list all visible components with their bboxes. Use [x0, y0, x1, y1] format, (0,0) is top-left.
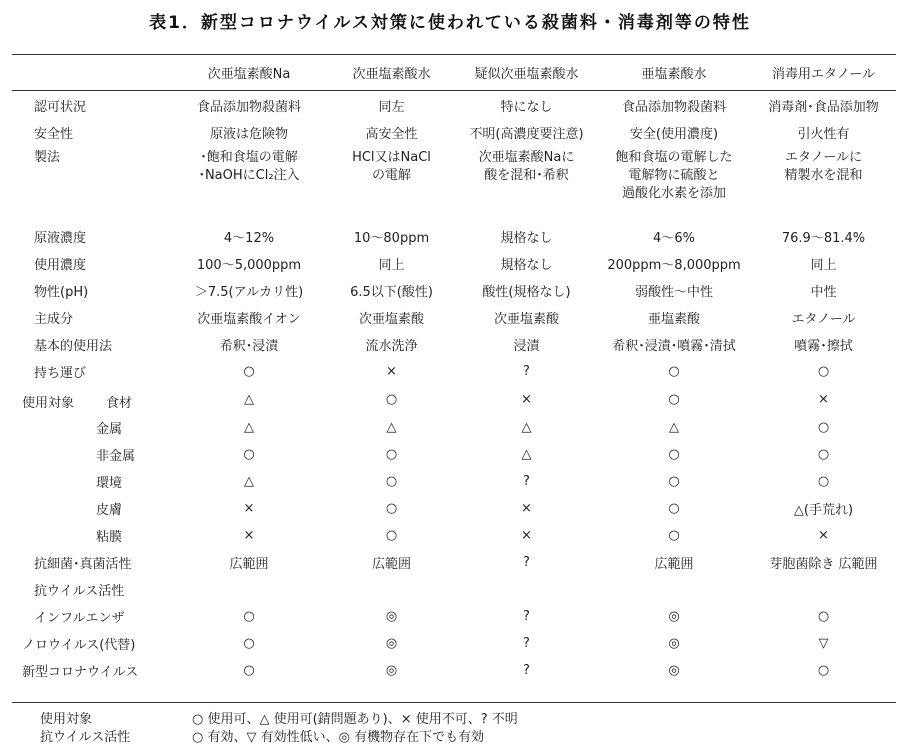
cell: 噴霧･擦拭 [794, 339, 853, 354]
row-label: 使用濃度 [34, 258, 87, 273]
column-header: 次亜塩素酸水 [352, 67, 431, 82]
cell: 不明(高濃度要注意) [469, 126, 584, 142]
cell: ○ [385, 501, 398, 516]
properties-table [14, 56, 898, 684]
row-ph [14, 277, 898, 304]
cell: 次亜塩素酸Naに 酸を混和･希釈 [478, 150, 575, 183]
row-manufacture [14, 143, 898, 223]
legend-row [40, 711, 518, 729]
cell: 広範囲 [654, 557, 694, 572]
cell: ○ [817, 420, 830, 435]
cell: ◎ [385, 609, 398, 624]
row-label: 抗ウイルス活性 [34, 584, 125, 599]
cell: 弱酸性～中性 [634, 285, 713, 300]
cell: 次亜塩素酸 [358, 312, 424, 327]
cell: × [818, 528, 829, 543]
cell: ○ [817, 364, 830, 379]
cell: ○ [385, 474, 398, 489]
cell: ○ [243, 364, 255, 379]
row-usage-mucosa [14, 522, 898, 549]
cell: 4～6% [653, 231, 695, 246]
cell: ○ [817, 663, 830, 678]
row-label: 食材 [106, 396, 133, 411]
cell: 次亜塩素酸 [493, 312, 559, 327]
row-influenza [14, 603, 898, 630]
cell: 引火性有 [797, 126, 850, 142]
cell: △ [244, 392, 254, 407]
cell: ○ [668, 392, 680, 407]
row-usage-food [14, 385, 898, 414]
row-antibacterial-activity [14, 549, 898, 576]
cell: ○ [817, 609, 830, 624]
top-rule [12, 54, 896, 55]
usage-group-label-cell [14, 385, 169, 414]
cell: 広範囲 [371, 557, 411, 572]
row-label: 基本的使用法 [34, 339, 113, 354]
column-header: 次亜塩素酸Na [207, 67, 291, 82]
cell: HCl又はNaCl の電解 [352, 150, 431, 183]
usage-group-label: 使用対象 [22, 396, 75, 411]
row-new-coronavirus [14, 657, 898, 684]
cell: 同上 [810, 258, 837, 273]
legend-key: 使用対象 [40, 712, 93, 727]
cell: 飽和食塩の電解した 電解物に硫酸と 過酸化水素を添加 [615, 150, 733, 201]
cell: 広範囲 [229, 557, 269, 572]
cell: 76.9～81.4% [781, 231, 866, 246]
row-approval [14, 89, 898, 121]
cell: △ [244, 474, 254, 489]
cell: ○ [668, 501, 680, 516]
legend [40, 711, 518, 747]
cell: × [818, 392, 829, 407]
cell: ○ [243, 609, 255, 624]
cell: 中性 [810, 285, 837, 300]
cell: ○ [385, 447, 398, 462]
row-label: 主成分 [34, 312, 74, 327]
cell: ○ [668, 447, 680, 462]
cell: 100～5,000ppm [196, 258, 302, 273]
header-blank [14, 56, 169, 89]
row-label: ノロウイルス(代替) [22, 638, 136, 653]
cell: ○ [243, 636, 255, 651]
row-usage-skin [14, 495, 898, 522]
cell: ○ [243, 447, 255, 462]
cell: △ [244, 420, 254, 435]
cell: ? [523, 474, 530, 489]
cell: エタノールに 精製水を混和 [784, 150, 863, 183]
cell: エタノール [791, 312, 856, 327]
cell: × [243, 501, 255, 516]
row-use-concentration [14, 250, 898, 277]
cell: △ [669, 420, 679, 435]
cell: 6.5以下(酸性) [350, 285, 433, 300]
cell: 原液は危険物 [209, 126, 288, 142]
cell: 規格なし [500, 258, 553, 273]
cell: ○ [817, 447, 830, 462]
row-label: インフルエンザ [34, 611, 125, 626]
cell: 安全(使用濃度) [629, 126, 719, 142]
cell: △ [521, 447, 532, 462]
cell: ◎ [385, 663, 398, 678]
cell: 希釈･浸漬 [219, 339, 279, 354]
cell: 特になし [500, 99, 553, 115]
cell: ○ [385, 528, 398, 543]
cell: ▽ [818, 636, 829, 651]
cell: ? [523, 609, 530, 624]
cell: ◎ [668, 663, 680, 678]
row-label: 新型コロナウイルス [22, 665, 139, 680]
row-label: 認可状況 [34, 99, 87, 115]
table-title: 表1．新型コロナウイルス対策に使われている殺菌料・消毒剤等の特性 [149, 13, 751, 33]
row-label: 安全性 [34, 126, 74, 142]
row-label: 原液濃度 [34, 231, 87, 246]
cell: △ [386, 420, 397, 435]
cell: ○ [668, 474, 680, 489]
row-usage-nonmetal [14, 441, 898, 468]
cell: 高安全性 [365, 126, 418, 142]
cell: 酸性(規格なし) [482, 285, 571, 300]
cell: 次亜塩素酸イオン [197, 312, 301, 327]
row-norovirus [14, 630, 898, 657]
cell: 4～12% [223, 231, 275, 246]
row-main-component [14, 304, 898, 331]
cell: ? [523, 555, 530, 570]
cell: ◎ [668, 609, 680, 624]
row-usage-environment [14, 468, 898, 495]
cell: ･飽和食塩の電解 ･NaOHにCl₂注入 [198, 150, 300, 183]
row-portability [14, 358, 898, 385]
cell: × [521, 392, 532, 407]
cell: △(手荒れ) [793, 503, 854, 518]
row-label: 物性(pH) [34, 285, 89, 300]
cell: 浸漬 [513, 339, 540, 354]
cell: 食品添加物殺菌料 [621, 99, 726, 115]
cell: × [243, 528, 255, 543]
cell: ＞7.5(アルカリ性) [194, 285, 304, 300]
row-label: 製法 [34, 150, 61, 165]
bottom-rule [12, 702, 896, 703]
cell: × [521, 501, 532, 516]
cell: ○ [668, 364, 680, 379]
cell: 同上 [378, 258, 405, 273]
legend-key: 抗ウイルス活性 [40, 730, 131, 745]
cell: ? [523, 663, 530, 678]
cell: × [386, 364, 397, 379]
legend-row [40, 729, 518, 747]
row-basic-usage [14, 331, 898, 358]
row-label: 環境 [96, 476, 123, 491]
cell: 芽胞菌除き 広範囲 [769, 557, 878, 572]
legend-text: ○ 有効、▽ 有効性低い、◎ 有機物存在下でも有効 [192, 730, 485, 745]
cell: × [521, 528, 532, 543]
cell: 200ppm～8,000ppm [607, 258, 741, 273]
cell: 消毒剤･食品添加物 [768, 99, 879, 115]
cell: ○ [385, 392, 398, 407]
cell: ? [523, 636, 530, 651]
legend-text: ○ 使用可、△ 使用可(錆問題あり)、× 使用不可、? 不明 [192, 712, 518, 727]
row-stock-concentration [14, 223, 898, 250]
row-label: 金属 [96, 422, 123, 437]
cell: 10～80ppm [353, 231, 430, 246]
header-row [14, 56, 898, 89]
cell: ◎ [668, 636, 680, 651]
cell: ? [523, 364, 530, 379]
row-label: 粘膜 [96, 530, 123, 545]
cell: 流水洗浄 [365, 339, 418, 354]
row-antiviral-header [14, 576, 898, 603]
cell: 亜塩素酸 [647, 312, 700, 327]
cell: ○ [817, 474, 830, 489]
column-header: 消毒用エタノール [772, 67, 875, 82]
row-safety [14, 121, 898, 143]
row-label: 持ち運び [34, 366, 87, 381]
cell: ◎ [385, 636, 398, 651]
cell: ○ [668, 528, 680, 543]
cell: △ [521, 420, 532, 435]
column-header: 疑似次亜塩素酸水 [474, 67, 579, 82]
cell: 希釈･浸漬･噴霧･清拭 [612, 339, 736, 354]
row-label: 抗細菌･真菌活性 [34, 557, 132, 572]
row-label: 非金属 [96, 449, 136, 464]
cell: 同左 [378, 99, 405, 115]
cell: 規格なし [500, 231, 553, 246]
cell: ○ [243, 663, 255, 678]
row-label: 皮膚 [96, 503, 123, 518]
cell: 食品添加物殺菌料 [196, 99, 301, 115]
column-header: 亜塩素酸水 [641, 67, 707, 82]
row-usage-metal [14, 414, 898, 441]
